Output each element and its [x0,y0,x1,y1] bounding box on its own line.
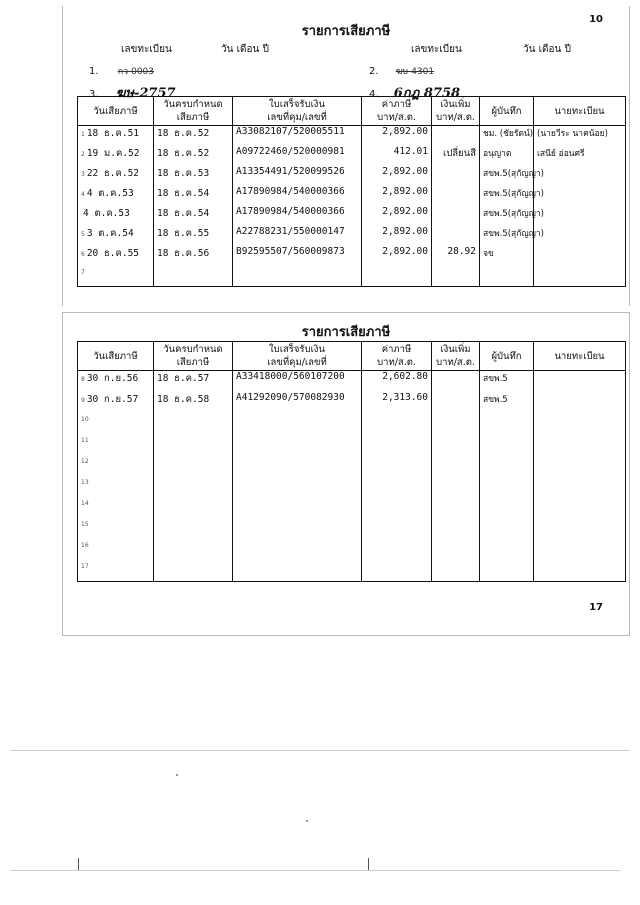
registration-no: 3. [89,89,99,100]
cell-tax: 2,313.60 [362,392,432,413]
cell-tax: 2,892.00 [362,226,432,246]
paid-date-value: 22 ธ.ค.52 [86,168,140,179]
cell-due-date [154,497,233,518]
col-header-registrar: นายทะเบียน [534,97,626,126]
table-row [78,206,626,226]
cell-surcharge [432,206,480,226]
cell-receipt-no: A41292090/570082930 [233,392,362,413]
cell-registrar [534,392,626,413]
cell-recorder [480,476,534,497]
cell-recorder [480,266,534,287]
cell-receipt-no [233,266,362,287]
cell-paid-date [78,476,154,497]
cell-receipt-no: A33418000/560107200 [233,371,362,393]
cell-recorder: สขพ.5(สุกัญญา) [480,186,534,206]
table-header-row [78,342,626,371]
cell-tax: 2,602.80 [362,371,432,393]
paid-date-value: 4 ต.ค.53 [83,208,130,219]
row-number: 2 [81,151,85,158]
cell-surcharge [432,166,480,186]
cell-registrar: (นายวีระ นาคน้อย) [534,126,626,147]
cell-registrar [534,497,626,518]
cell-due-date [154,518,233,539]
cell-surcharge [432,371,480,393]
cell-tax [362,266,432,287]
table-row [78,246,626,266]
cell-paid-date [78,455,154,476]
cell-registrar: เสนีย์ อ่อนศรี [534,146,626,166]
cell-registrar [534,246,626,266]
cell-registrar [534,413,626,434]
table-row [78,126,626,147]
cell-recorder: อนุญาต [480,146,534,166]
col-header-due-date: วันครบกำหนด เสียภาษี [154,97,233,126]
cell-due-date: 18 ธ.ค.53 [154,166,233,186]
cell-surcharge [432,476,480,497]
cell-due-date: 18 ธ.ค.55 [154,226,233,246]
cell-paid-date [78,392,154,413]
cell-registrar [534,434,626,455]
cell-due-date: 18 ธ.ค.56 [154,246,233,266]
col-header-receipt: ใบเสร็จรับเงิน เลขที่คุม/เลขที่ [233,342,362,371]
table-row [78,226,626,246]
registration-no: 4. [369,89,379,100]
col-header-recorder: ผู้บันทึก [480,342,534,371]
row-number: 17 [81,563,89,570]
cell-tax [362,413,432,434]
cell-recorder: สขพ.5 [480,392,534,413]
cell-receipt-no [233,539,362,560]
cell-paid-date [78,226,154,246]
cell-due-date: 18 ธ.ค.54 [154,206,233,226]
cell-paid-date [78,413,154,434]
registration-1 [89,64,154,78]
col-header-due-date: วันครบกำหนด เสียภาษี [154,342,233,371]
cell-surcharge [432,126,480,147]
cell-surcharge [432,392,480,413]
row-number: 14 [81,500,89,507]
row-number: 6 [81,251,85,258]
cell-tax [362,497,432,518]
cell-recorder: สขพ.5 [480,371,534,393]
table-row [78,266,626,287]
cell-registrar [534,166,626,186]
cell-paid-date [78,146,154,166]
cell-surcharge [432,266,480,287]
row-number: 1 [81,131,85,138]
tax-record-page-bottom [62,312,630,636]
cell-tax [362,560,432,582]
cell-paid-date [78,126,154,147]
cell-receipt-no: A09722460/520000981 [233,146,362,166]
cell-recorder [480,434,534,455]
row-number: 10 [81,416,89,423]
col-header-surcharge: เงินเพิ่ม บาท/ส.ต. [432,97,480,126]
cell-registrar [534,518,626,539]
cell-receipt-no [233,476,362,497]
cell-receipt-no [233,497,362,518]
cell-surcharge [432,226,480,246]
row-number: 13 [81,479,89,486]
registration-value: ฆษ 4301 [395,67,435,77]
cell-paid-date [78,518,154,539]
cell-due-date [154,434,233,455]
cell-receipt-no: A33082107/520005511 [233,126,362,147]
cell-receipt-no: B92595507/560009873 [233,246,362,266]
page-title: รายการเสียภาษี [301,325,391,340]
tax-table [77,96,626,287]
col-header-surcharge: เงินเพิ่ม บาท/ส.ต. [432,342,480,371]
registration-value: ฆษ-2757 [115,86,176,101]
cell-surcharge [432,497,480,518]
reg-header-label-1: เลขทะเบียน [121,44,172,55]
table-row [78,434,626,455]
cell-surcharge [432,539,480,560]
registration-no: 2. [369,66,379,77]
registration-value: 6กฎ 8758 [393,86,461,101]
cell-due-date [154,413,233,434]
cell-registrar [534,186,626,206]
cell-due-date [154,560,233,582]
cell-recorder [480,539,534,560]
tax-record-page-top [62,6,630,306]
cell-surcharge: 28.92 [432,246,480,266]
paid-date-value: 19 ม.ค.52 [86,148,140,159]
cell-paid-date [78,497,154,518]
cell-tax: 412.01 [362,146,432,166]
cell-due-date [154,539,233,560]
paid-date-value: 20 ธ.ค.55 [86,248,140,259]
reg-header-label-2: เลขทะเบียน [411,44,462,55]
row-number: 7 [81,269,85,276]
col-header-receipt: ใบเสร็จรับเงิน เลขที่คุม/เลขที่ [233,97,362,126]
row-number: 9 [81,397,85,404]
paid-date-value: 3 ต.ค.54 [86,228,134,239]
table-row [78,146,626,166]
cell-recorder [480,518,534,539]
cell-due-date: 18 ธ.ค.57 [154,371,233,393]
cell-due-date: 18 ธ.ค.58 [154,392,233,413]
cell-paid-date [78,186,154,206]
cell-surcharge [432,186,480,206]
tax-table [77,341,626,582]
row-number: 3 [81,171,85,178]
cell-receipt-no: A22788231/550000147 [233,226,362,246]
scan-artifact-dot [306,820,308,822]
cell-registrar [534,266,626,287]
col-header-recorder: ผู้บันทึก [480,97,534,126]
scan-artifact-line [10,750,630,751]
cell-receipt-no [233,434,362,455]
cell-paid-date [78,266,154,287]
scan-artifact-dot [176,774,178,776]
cell-tax: 2,892.00 [362,166,432,186]
cell-recorder [480,560,534,582]
row-number: 4 [81,191,85,198]
row-number: 15 [81,521,89,528]
table-row [78,455,626,476]
row-number: 5 [81,231,85,238]
table-row [78,166,626,186]
table-row [78,497,626,518]
cell-registrar [534,226,626,246]
cell-due-date: 18 ธ.ค.52 [154,146,233,166]
table-row [78,186,626,206]
row-number: 12 [81,458,89,465]
table-row [78,371,626,393]
row-number: 8 [81,376,85,383]
cell-recorder [480,497,534,518]
reg-header-date-1: วัน เดือน ปี [221,44,269,55]
cell-registrar [534,560,626,582]
table-row [78,476,626,497]
table-row [78,413,626,434]
cell-due-date: 18 ธ.ค.52 [154,126,233,147]
cell-due-date [154,266,233,287]
registration-value: กว 0003 [117,67,155,77]
cell-surcharge [432,455,480,476]
col-header-tax: ค่าภาษี บาท/ส.ต. [362,97,432,126]
reg-header-date-2: วัน เดือน ปี [523,44,571,55]
cell-tax [362,455,432,476]
table-row [78,518,626,539]
cell-tax: 2,892.00 [362,246,432,266]
cell-surcharge [432,560,480,582]
cell-receipt-no [233,518,362,539]
col-header-paid-date: วันเสียภาษี [78,342,154,371]
cell-tax: 2,892.00 [362,126,432,147]
cell-registrar [534,371,626,393]
cell-paid-date [78,246,154,266]
registration-no: 1. [89,66,99,77]
col-header-registrar: นายทะเบียน [534,342,626,371]
cell-paid-date [78,371,154,393]
cell-tax [362,434,432,455]
cell-surcharge [432,413,480,434]
cell-tax [362,539,432,560]
page-number: 17 [589,602,603,613]
cell-due-date [154,455,233,476]
cell-recorder: ชม. (ชัยรัตน์) [480,126,534,147]
cell-receipt-no: A17890984/540000366 [233,206,362,226]
table-row [78,560,626,582]
cell-recorder: จข [480,246,534,266]
col-header-tax: ค่าภาษี บาท/ส.ต. [362,342,432,371]
cell-tax [362,518,432,539]
cell-registrar [534,539,626,560]
paid-date-value: 30 ก.ย.56 [86,373,139,384]
cell-receipt-no [233,560,362,582]
scan-artifact-line [10,870,620,871]
table-row [78,539,626,560]
cell-receipt-no [233,455,362,476]
cell-recorder [480,455,534,476]
cell-recorder: สขพ.5(สุกัญญา) [480,206,534,226]
cell-paid-date [78,539,154,560]
cell-receipt-no: A17890984/540000366 [233,186,362,206]
cell-registrar [534,476,626,497]
registration-2 [369,64,434,78]
cell-tax: 2,892.00 [362,206,432,226]
cell-paid-date [78,434,154,455]
scan-artifact-tick [368,858,369,870]
cell-tax [362,476,432,497]
cell-due-date: 18 ธ.ค.54 [154,186,233,206]
cell-recorder [480,413,534,434]
cell-recorder: สขพ.5(สุกัญญา) [480,226,534,246]
row-number: 16 [81,542,89,549]
cell-surcharge: เปลี่ยนสี [432,146,480,166]
cell-due-date [154,476,233,497]
cell-receipt-no [233,413,362,434]
cell-paid-date [78,166,154,186]
row-number: 11 [81,437,89,444]
cell-registrar [534,206,626,226]
cell-recorder: สขพ.5(สุกัญญา) [480,166,534,186]
paid-date-value: 4 ต.ค.53 [86,188,134,199]
cell-tax: 2,892.00 [362,186,432,206]
paid-date-value: 18 ธ.ค.51 [86,128,140,139]
cell-surcharge [432,518,480,539]
paid-date-value: 30 ก.ย.57 [86,394,139,405]
scan-artifact-tick [78,858,79,870]
table-row [78,392,626,413]
cell-paid-date [78,206,154,226]
cell-registrar [534,455,626,476]
cell-paid-date [78,560,154,582]
page-title: รายการเสียภาษี [301,24,391,39]
page-number: 10 [589,14,603,25]
cell-receipt-no: A13354491/520099526 [233,166,362,186]
cell-surcharge [432,434,480,455]
table-header-row [78,97,626,126]
col-header-paid-date: วันเสียภาษี [78,97,154,126]
